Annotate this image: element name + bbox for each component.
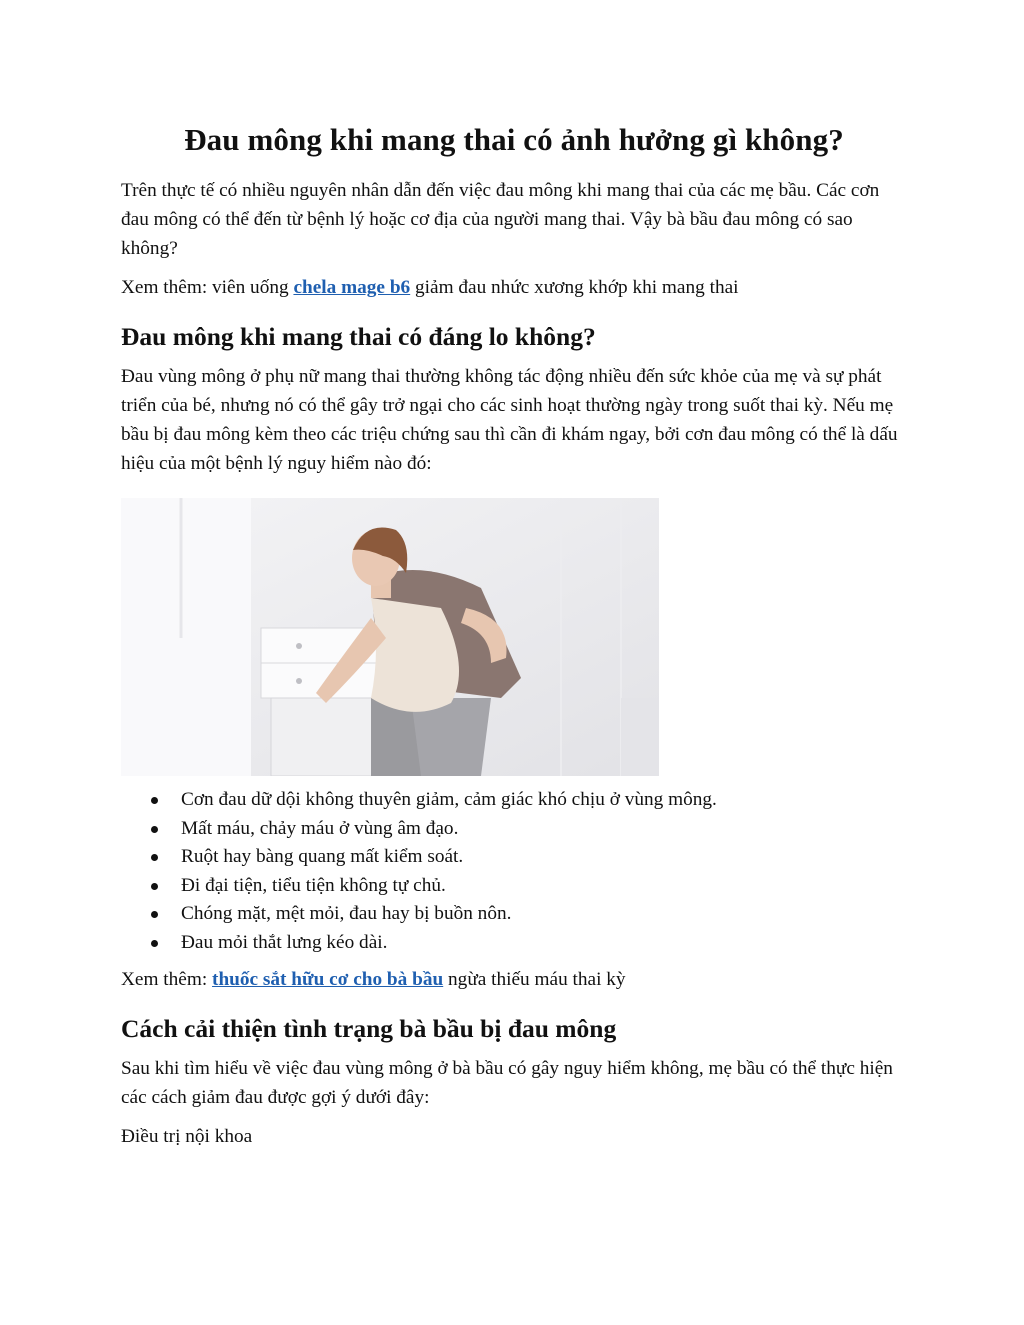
- list-item-text: Cơn đau dữ dội không thuyên giảm, cảm giác khó chịu ở vùng mông.: [181, 789, 717, 810]
- list-item-text: Đi đại tiện, tiểu tiện không tự chủ.: [181, 874, 446, 896]
- see-also-suffix: ngừa thiếu máu thai kỳ: [443, 969, 626, 990]
- list-item: [121, 900, 907, 929]
- bullet-icon: [151, 854, 158, 861]
- bullet-icon: [151, 911, 158, 918]
- section-heading-worry: Đau mông khi mang thai có đáng lo không?: [121, 322, 596, 351]
- list-item: [121, 872, 907, 901]
- list-item: [121, 786, 907, 815]
- bullet-icon: [151, 940, 158, 947]
- see-also-paragraph-1: [121, 273, 907, 302]
- see-also-prefix: Xem thêm: viên uống: [121, 277, 294, 298]
- see-also-paragraph-2: [121, 965, 907, 994]
- section-body-remedies: Sau khi tìm hiểu về việc đau vùng mông ở bà bầu có gây nguy hiểm không, mẹ bầu có thể thực hiện các cách giảm đau được gợi ý dưới đây:: [121, 1058, 893, 1108]
- page-title: Đau mông khi mang thai có ảnh hưởng gì không?: [184, 122, 844, 157]
- list-item-text: Đau mỏi thắt lưng kéo dài.: [181, 931, 388, 953]
- pregnant-woman-photo: [121, 498, 659, 776]
- symptom-list: [121, 786, 907, 957]
- bullet-icon: [151, 883, 158, 890]
- intro-paragraph: Trên thực tế có nhiều nguyên nhân dẫn đến việc đau mông khi mang thai của các mẹ bầu. Các cơn đau mông có thể đến từ bệnh lý hoặc cơ địa của người mang thai. Vậy bà bầu đau mông có sao không?: [121, 180, 880, 259]
- list-item: [121, 815, 907, 844]
- bullet-icon: [151, 826, 158, 833]
- list-item: [121, 843, 907, 872]
- document-page: [121, 118, 907, 1161]
- see-also-suffix: giảm đau nhức xương khớp khi mang thai: [410, 277, 739, 298]
- list-item: [121, 929, 907, 958]
- subheading-medical-treatment: Điều trị nội khoa: [121, 1126, 253, 1147]
- iron-supplement-link[interactable]: thuốc sắt hữu cơ cho bà bầu: [212, 969, 444, 990]
- see-also-prefix: Xem thêm:: [121, 969, 213, 990]
- list-item-text: Mất máu, chảy máu ở vùng âm đạo.: [181, 817, 459, 839]
- chela-mage-b6-link[interactable]: chela mage b6: [293, 277, 411, 298]
- bullet-icon: [151, 797, 158, 804]
- section-heading-remedies: Cách cải thiện tình trạng bà bầu bị đau mông: [121, 1014, 617, 1043]
- list-item-text: Ruột hay bàng quang mất kiểm soát.: [181, 846, 464, 867]
- section-body-worry: Đau vùng mông ở phụ nữ mang thai thường không tác động nhiều đến sức khỏe của mẹ và sự phát triển của bé, nhưng nó có thể gây trở ngại cho các sinh hoạt thường ngày trong suốt thai kỳ. Nếu mẹ bầu bị đau mông kèm theo các triệu chứng sau thì cần đi khám ngay, bởi cơn đau mông có thể là dấu hiệu của một bệnh lý nguy hiểm nào đó:: [121, 366, 898, 474]
- list-item-text: Chóng mặt, mệt mỏi, đau hay bị buồn nôn.: [181, 903, 512, 924]
